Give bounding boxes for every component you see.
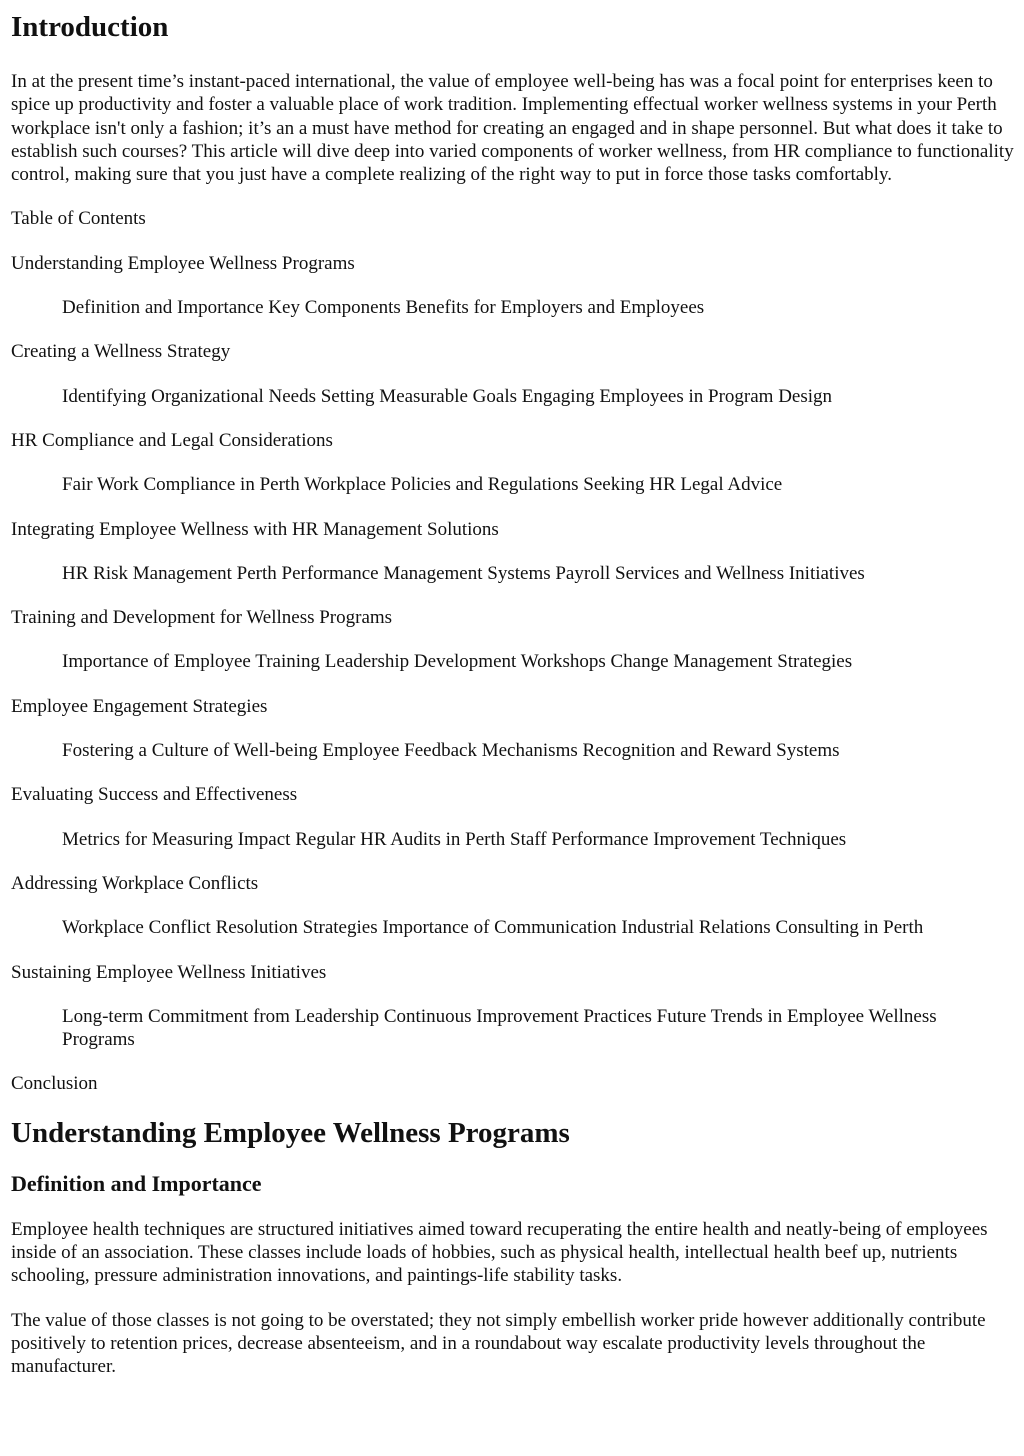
toc-subsections-3[interactable]: Fair Work Compliance in Perth Workplace Policies and Regulations Seeking HR Legal Advice xyxy=(62,474,783,496)
toc-subsections-1[interactable]: Definition and Importance Key Components Benefits for Employers and Employees xyxy=(62,297,705,319)
section-paragraph-1: Employee health techniques are structured initiatives aimed toward recuperating the entire health and neatly-being of employees inside of an association. These classes include loads of hobbies, such as physical health, intellectual health beef up, nutrients schooling, pressure administration innovations, and paintings-life stability tasks. xyxy=(11,1218,988,1287)
toc-subsections-7[interactable]: Metrics for Measuring Impact Regular HR Audits in Perth Staff Performance Improvement Techniques xyxy=(62,828,847,850)
section-subheading: Definition and Importance xyxy=(11,1170,262,1196)
section-heading: Understanding Employee Wellness Programs xyxy=(11,1116,570,1149)
toc-section-2[interactable]: Creating a Wellness Strategy xyxy=(11,341,231,363)
toc-subsections-6[interactable]: Fostering a Culture of Well-being Employee Feedback Mechanisms Recognition and Reward Systems xyxy=(62,740,840,762)
toc-section-6[interactable]: Employee Engagement Strategies xyxy=(11,695,268,717)
toc-section-9[interactable]: Sustaining Employee Wellness Initiatives xyxy=(11,961,327,983)
toc-section-7[interactable]: Evaluating Success and Effectiveness xyxy=(11,784,298,806)
toc-title: Table of Contents xyxy=(11,208,146,230)
toc-section-4[interactable]: Integrating Employee Wellness with HR Management Solutions xyxy=(11,518,499,540)
toc-section-5[interactable]: Training and Development for Wellness Programs xyxy=(11,607,393,629)
toc-section-1[interactable]: Understanding Employee Wellness Programs xyxy=(11,252,355,274)
toc-subsections-4[interactable]: HR Risk Management Perth Performance Management Systems Payroll Services and Wellness Initiatives xyxy=(62,562,865,584)
section-paragraph-2: The value of those classes is not going to be overstated; they not simply embellish worker pride however additionally contribute positively to retention prices, decrease absenteeism, and in a roundabout way escalate productivity levels throughout the manufacturer. xyxy=(11,1309,986,1378)
article xyxy=(0,10,1024,1379)
toc-subsections-9[interactable]: Long-term Commitment from Leadership Continuous Improvement Practices Future Trends in Employee Wellness Programs xyxy=(62,1005,937,1051)
intro-paragraph: In at the present time’s instant-paced international, the value of employee well-being has was a focal point for enterprises keen to spice up productivity and foster a valuable place of work tradition. Implementing effectual worker wellness systems in your Perth workplace isn't only a fashion; it’s an a must have method for creating an engaged and in shape personnel. But what does it take to establish such courses? This article will dive deep into varied components of worker wellness, from HR compliance to functionality control, making sure that you just have a complete realizing of the right way to put in force those tasks comfortably. xyxy=(11,71,1014,186)
toc-section-3[interactable]: HR Compliance and Legal Considerations xyxy=(11,429,333,451)
toc-subsections-8[interactable]: Workplace Conflict Resolution Strategies Importance of Communication Industrial Relations Consulting in Perth xyxy=(62,917,924,939)
toc-subsections-2[interactable]: Identifying Organizational Needs Setting Measurable Goals Engaging Employees in Program Design xyxy=(62,385,833,407)
intro-heading: Introduction xyxy=(11,11,169,43)
toc-subsections-5[interactable]: Importance of Employee Training Leadership Development Workshops Change Management Strategies xyxy=(62,651,853,673)
toc-conclusion[interactable]: Conclusion xyxy=(11,1073,98,1095)
toc-section-8[interactable]: Addressing Workplace Conflicts xyxy=(11,872,259,894)
